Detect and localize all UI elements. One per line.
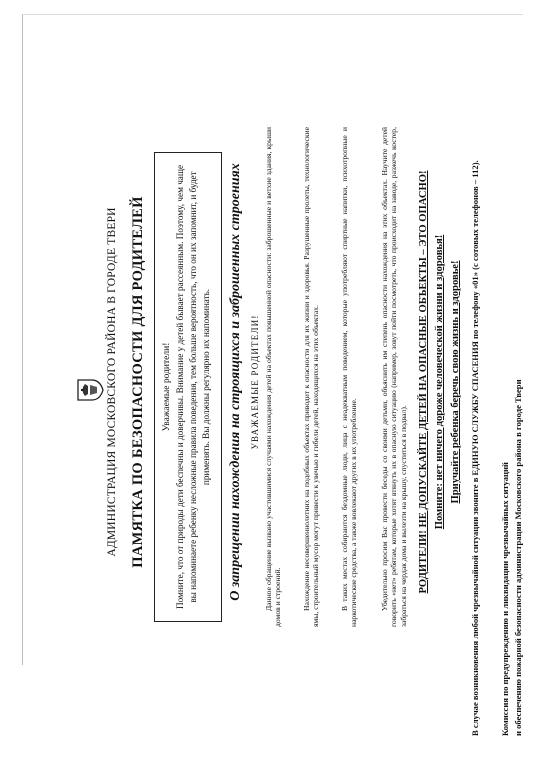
warning-line: Помните: нет ничего дороже человеческой жизни и здоровья! — [434, 234, 445, 530]
city-coat-of-arms-icon — [76, 378, 104, 402]
paragraph: В таких местах собираются бездомные люди, лица с неадекватным поведением, которые употребляют спиртные напитки, психотропные и наркотические средства, а также вовлекают других в их употребление. — [340, 127, 359, 627]
commission-line-1: Комиссия по предупреждению и ликвидации чрезвычайных ситуаций — [500, 462, 510, 736]
emergency-notice: В случае возникновения любой чрезвычайной ситуации звоните в ЕДИНУЮ СЛУЖБУ СПАСЕНИЯ по телефону «01» (с сотовых телефонов – 112). — [470, 160, 480, 736]
warning-line: Приучайте ребенка беречь свою жизнь и здоровье! — [450, 260, 461, 504]
section-title: О запрещении нахождения на строящихся и заброшенных строениях — [228, 163, 243, 601]
rotated-document-content — [14, 12, 534, 752]
intro-text: Помните, что от природы дети беспечны и доверчивы. Внимание у детей бывает рассеянным. Поэтому, чем чаще вы напоминаете ребенку несложные правила поведения, тем больше вероятность, что он их запомнит, и будет применять. Вы должны регулярно их напоминать. — [175, 164, 211, 610]
paragraph: Данное обращение вызвано участившимися случаями нахождения детей на объектах повышенной опасности: заброшенные и ветхие здания, крыши домов и строений. — [264, 127, 283, 627]
intro-box — [154, 152, 222, 622]
paragraph: Убедительно просим Вас провести беседы со своими детьми, объяснить им степень опасности нахождения на этих объектах. Научите детей говорить «нет» ребятам, которые хотят втянуть их в опасную ситуацию (например, зовут пойти посмотреть, что происходит на заводе, разжечь костер, забраться на чердак дома и вылезти на крышу, спуститься в подвал). — [380, 127, 408, 627]
intro-greeting: Уважаемые родители! — [162, 342, 172, 432]
page-title: ПАМЯТКА ПО БЕЗОПАСНОСТИ ДЛЯ РОДИТЕЛЕЙ — [130, 196, 146, 568]
salutation: УВАЖАЕМЫЕ РОДИТЕЛИ! — [250, 314, 260, 450]
administration-header: АДМИНИСТРАЦИЯ МОСКОВСКОГО РАЙОНА В ГОРОДЕ ТВЕРИ — [106, 207, 118, 557]
paragraph: Нахождение несовершеннолетних на подобных объектах приводит к опасности для их жизни и здоровья. Разрушенные пролеты, технологические ямы, строительный мусор могут привести к увечью и гибели детей, находящихся на этих объектах. — [302, 127, 321, 627]
commission-line-2: и обеспечению пожарной безопасности администрации Московского района в городе Твери — [513, 379, 523, 736]
warning-line: РОДИТЕЛИ! НЕ ДОПУСКАЙТЕ ДЕТЕЙ НА ОПАСНЫЕ ОБЪЕКТЫ – ЭТО ОПАСНО! — [418, 170, 429, 594]
